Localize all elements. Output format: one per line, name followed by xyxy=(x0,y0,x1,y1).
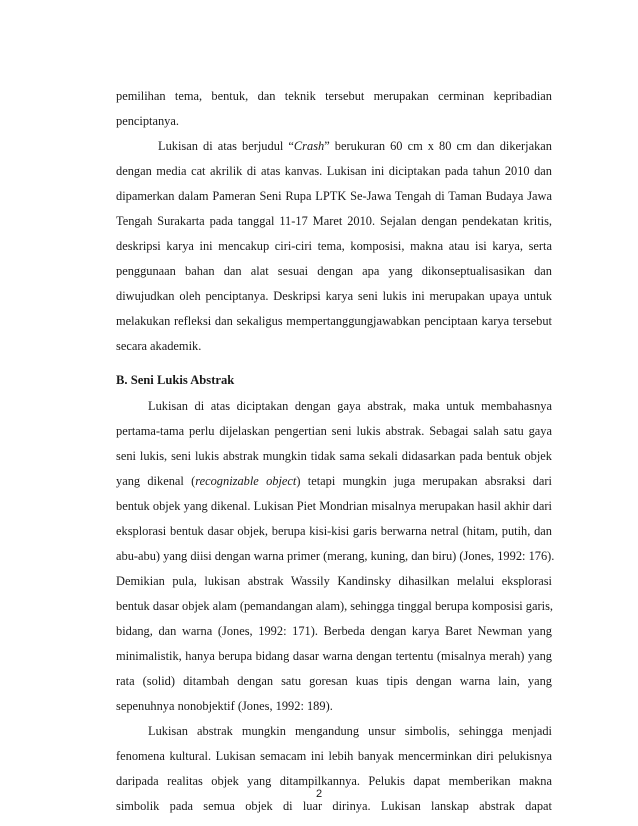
paragraph-1-line-2: penciptanya. xyxy=(116,114,179,128)
paragraph-3-line-10: bidang, dan warna (Jones, 1992: 171). Berbeda dengan karya Baret Newman yang xyxy=(116,624,552,638)
paragraph-2-line-5: deskripsi karya ini mencakup ciri-ciri tema, komposisi, makna atau isi karya, serta xyxy=(116,239,552,253)
paragraph-3-line-12: rata (solid) ditambah dengan satu goresan kuas tipis dengan warna lain, yang xyxy=(116,674,552,688)
paragraph-2-line-9: secara akademik. xyxy=(116,339,202,353)
paragraph-2-line-1: Lukisan di atas berjudul “Crash” berukuran 60 cm x 80 cm dan dikerjakan xyxy=(158,139,552,153)
paragraph-3-line-3: seni lukis, seni lukis abstrak mungkin tidak sama sekali didasarkan pada bentuk objek xyxy=(116,449,552,463)
paragraph-3-line-1: Lukisan di atas diciptakan dengan gaya abstrak, maka untuk membahasnya xyxy=(148,399,552,413)
paragraph-2-line-4: Tengah Surakarta pada tanggal 11-17 Maret 2010. Sejalan dengan pendekatan kritis, xyxy=(116,214,552,228)
paragraph-3-line-7: abu-abu) yang diisi dengan warna primer (merang, kuning, dan biru) (Jones, 1992: 176). xyxy=(116,549,555,563)
italic-term: recognizable object xyxy=(195,474,297,488)
italic-term: Crash xyxy=(293,139,325,153)
paragraph-3-line-2: pertama-tama perlu dijelaskan pengertian seni lukis abstrak. Sebagai salah satu gaya xyxy=(116,424,552,438)
paragraph-3-line-6: eksplorasi bentuk dasar objek, berupa kisi-kisi garis berwarna netral (hitam, putih, dan xyxy=(116,524,552,538)
paragraph-4-line-3: daripada realitas objek yang ditampilkannya. Pelukis dapat memberikan makna xyxy=(116,774,552,788)
paragraph-3-line-9: bentuk dasar objek alam (pemandangan alam), sehingga tinggal berupa komposisi garis, xyxy=(116,599,553,613)
paragraph-2-line-8: melakukan refleksi dan sekaligus mempertanggungjawabkan penciptaan karya tersebut xyxy=(116,314,552,328)
paragraph-2-line-6: penggunaan bahan dan alat sesuai dengan apa yang dikonseptualisasikan dan xyxy=(116,264,552,278)
paragraph-3-line-5: bentuk objek yang dikenal. Lukisan Piet Mondrian misalnya merupakan hasil akhir dari xyxy=(116,499,552,513)
paragraph-4-line-2: fenomena kultural. Lukisan semacam ini lebih banyak mencerminkan diri pelukisnya xyxy=(116,749,552,763)
paragraph-3-line-4: yang dikenal (recognizable object) tetapi mungkin juga merupakan absraksi dari xyxy=(116,474,552,488)
section-heading: B. Seni Lukis Abstrak xyxy=(116,373,235,387)
paragraph-3-line-13: sepenuhnya nonobjektif (Jones, 1992: 189). xyxy=(116,699,333,713)
paragraph-2-line-2: dengan media cat akrilik di atas kanvas. Lukisan ini diciptakan pada tahun 2010 dan xyxy=(116,164,552,178)
paragraph-1-line-1: pemilihan tema, bentuk, dan teknik tersebut merupakan cerminan kepribadian xyxy=(116,89,552,103)
paragraph-4-line-4: simbolik pada semua objek di luar dirinya. Lukisan lanskap abstrak dapat xyxy=(116,799,552,813)
paragraph-2-line-3: dipamerkan dalam Pameran Seni Rupa LPTK Se-Jawa Tengah di Taman Budaya Jawa xyxy=(116,189,552,203)
page-number: 2 xyxy=(315,788,323,800)
paragraph-3-line-8: Demikian pula, lukisan abstrak Wassily Kandinsky dihasilkan melalui eksplorasi xyxy=(116,574,552,588)
paragraph-4-line-1: Lukisan abstrak mungkin mengandung unsur simbolis, sehingga menjadi xyxy=(148,724,552,738)
paragraph-3-line-11: minimalistik, hanya berupa bidang dasar warna dengan tertentu (misalnya merah) yang xyxy=(116,649,552,663)
paragraph-2-line-7: diwujudkan oleh penciptanya. Deskripsi karya seni lukis ini merupakan upaya untuk xyxy=(116,289,552,303)
